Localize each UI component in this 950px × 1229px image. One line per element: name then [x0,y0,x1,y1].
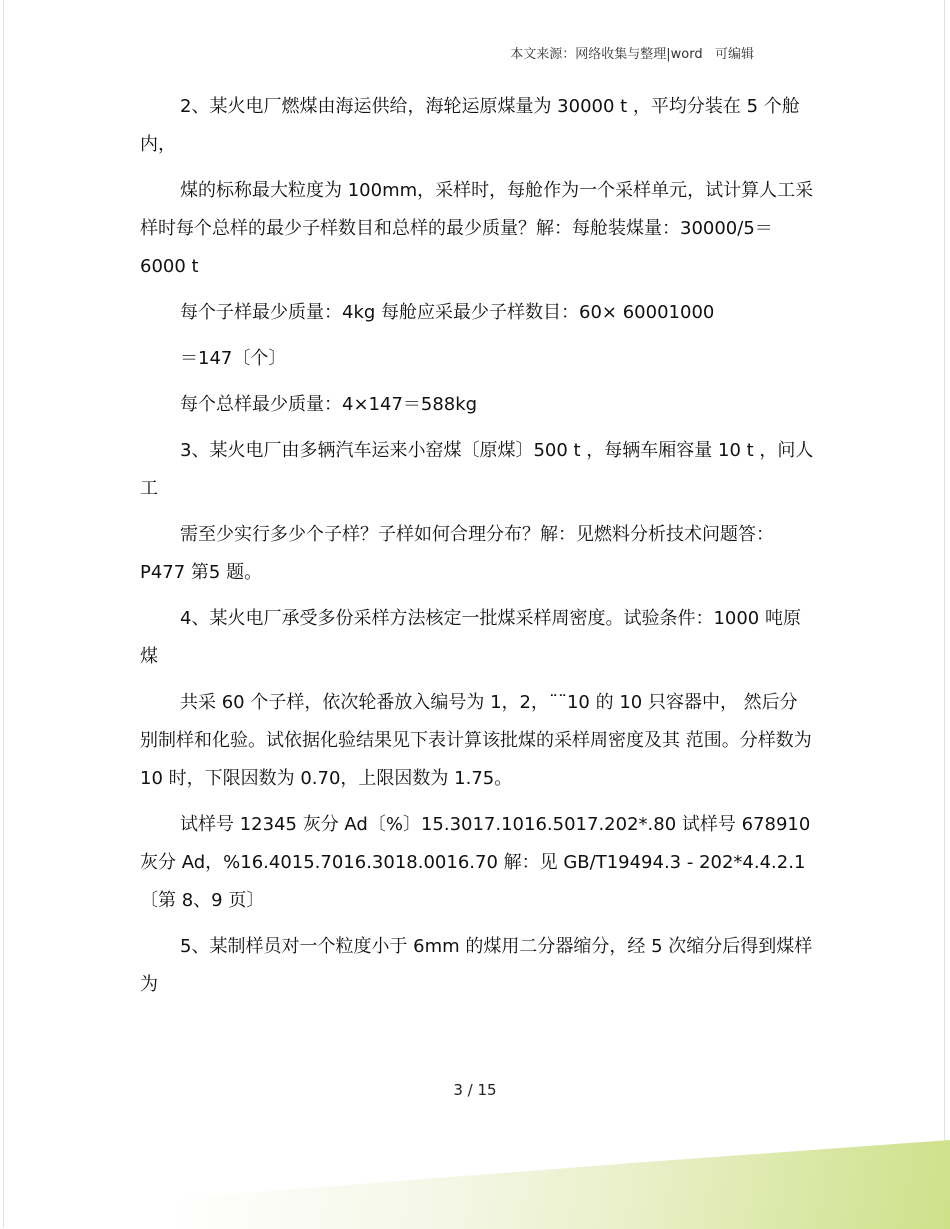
equation-result-count: ＝147〔个〕 [180,348,287,369]
paragraph-question-4: 4、某火电厂承受多份采样方法核定一批煤采样周密度。试验条件：1000 吨原煤 [140,608,801,667]
paragraph-page-reference: 〔第 8、9 页〕 [140,890,265,911]
paragraph-question-3-detail: 需至少实行多少个子样？子样如何合理分布？解：见燃料分析技术问题答：P477 第5 题。 [140,524,774,583]
paragraph-min-sample-mass: 每个子样最少质量：4kg 每舱应采最少子样数目：60× 60001000 [180,302,715,323]
document-body [140,88,815,1012]
paragraph-total-mass: 每个总样最少质量：4×147＝588kg [180,394,478,415]
paragraph-question-2: 2、某火电厂燃煤由海运供给，海轮运原煤量为 30000 t ，平均分装在 5 个舱内， [140,96,800,155]
paragraph-sample-data: 试样号 12345 灰分 Ad〔%〕15.3017.1016.5017.202*.80 试样号 678910 灰分 Ad，%16.4015.7016.3018.0016.70 解：见 GB/T19494.3 - 202*4.4.2.1 [140,814,811,873]
paragraph-question-5: 5、某制样员对一个粒度小于 6mm 的煤用二分器缩分，经 5 次缩分后得到煤样为 [140,936,813,995]
paragraph-question-4-detail: 共采 60 个子样，依次轮番放入编号为 1，2，¨¨10 的 10 只容器中， 然后分别制样和化验。试依据化验结果见下表计算该批煤的采样周密度及其 范围。分样数为 10 时，下限因数为 0.70，上限因数为 1.75。 [140,692,812,789]
source-header: 本文来源：网络收集与整理|word 可编辑 [510,47,754,62]
paragraph-question-2-detail: 煤的标称最大粒度为 100mm，采样时，每舱作为一个采样单元，试计算人工采样时每个总样的最少子样数目和总样的最少质量？解：每舱装煤量：30000/5＝6000 t [140,180,814,277]
paragraph-question-3: 3、某火电厂由多辆汽车运来小窑煤〔原煤〕500 t ，每辆车厢容量 10 t ，问人工 [140,440,814,499]
page-number: 3 / 15 [453,1081,497,1099]
